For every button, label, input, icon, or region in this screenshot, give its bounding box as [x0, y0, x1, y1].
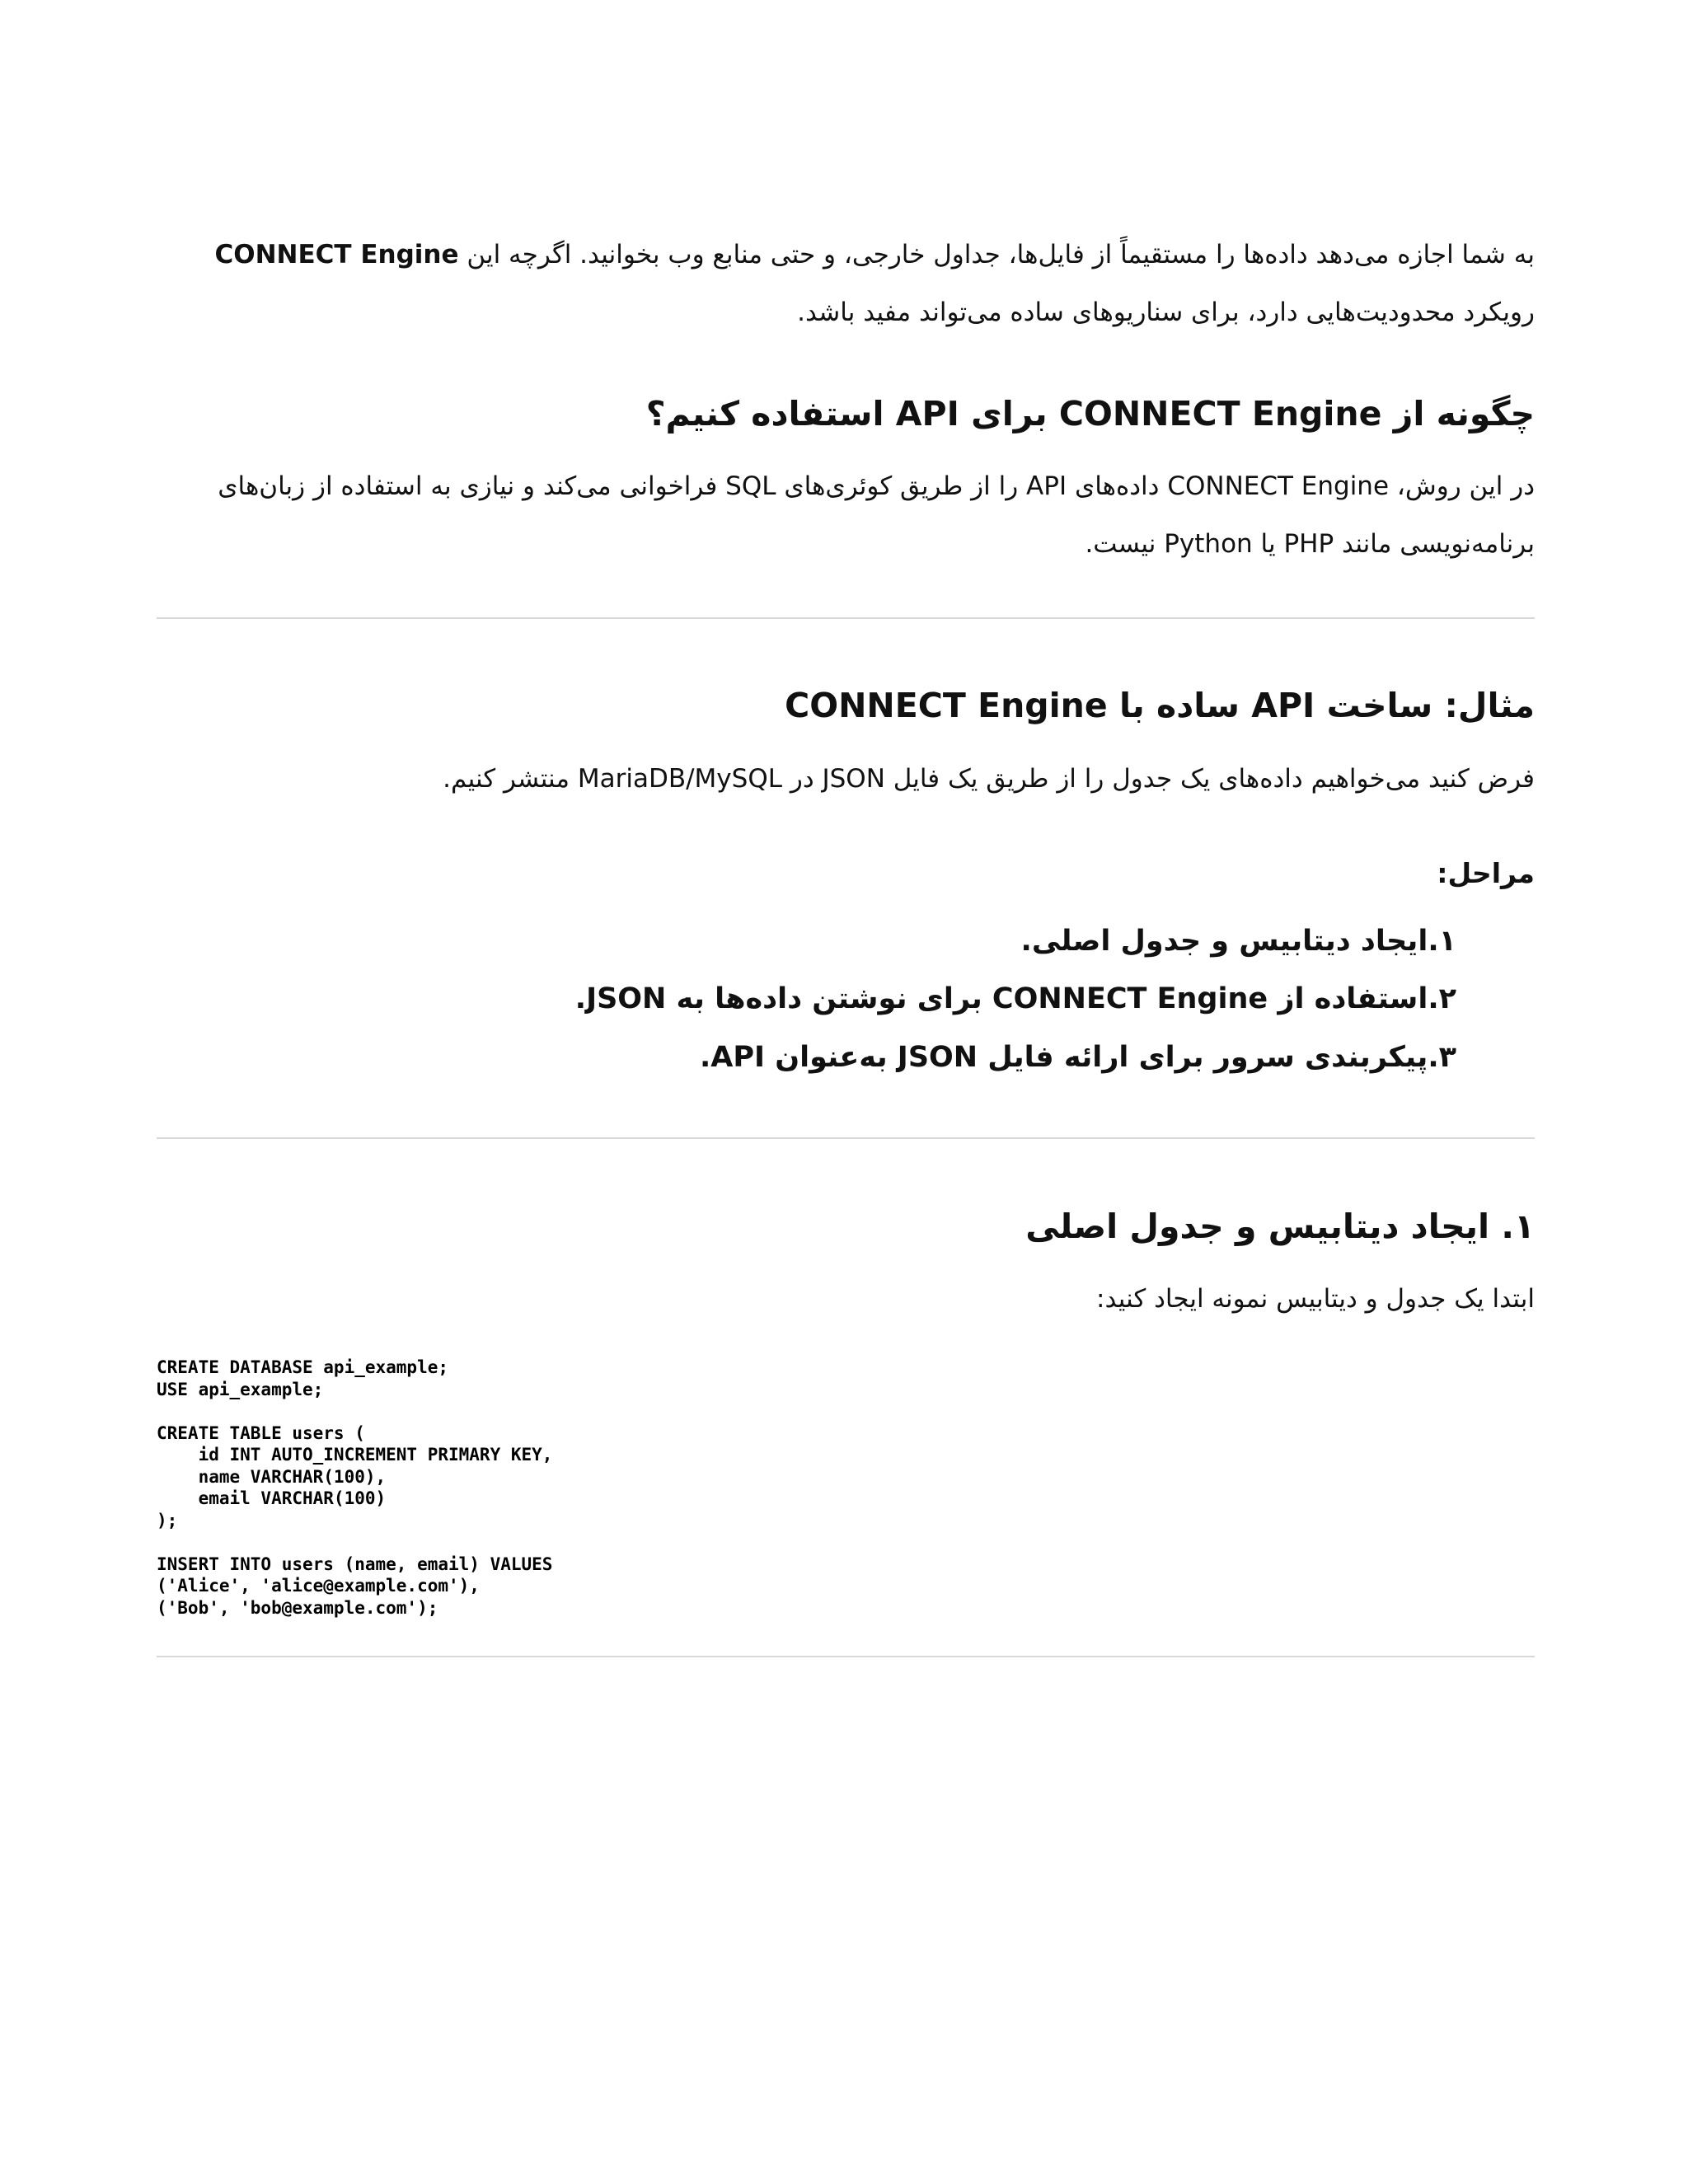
- how-to-line2: برنامه‌نویسی مانند PHP یا Python نیست.: [1085, 529, 1535, 559]
- step-item-3: ۳.پیکربندی سرور برای ارائه فایل JSON به‌عنوان API.: [699, 1041, 1456, 1074]
- divider: [157, 1656, 1535, 1657]
- step1-paragraph: ابتدا یک جدول و دیتابیس نمونه ایجاد کنید:: [1096, 1284, 1535, 1314]
- step1-heading: ۱. ایجاد دیتابیس و جدول اصلی: [1025, 1207, 1535, 1246]
- example-heading: مثال: ساخت API ساده با CONNECT Engine: [785, 686, 1535, 725]
- document-page: [157, 0, 1535, 2184]
- how-to-paragraph: [157, 457, 1535, 573]
- example-paragraph: فرض کنید می‌خواهیم داده‌های یک جدول را از طریق یک فایل JSON در MariaDB/MySQL منتشر کنیم.: [443, 764, 1535, 794]
- step-item-2: ۲.استفاده از CONNECT Engine برای نوشتن داده‌ها به JSON.: [574, 982, 1456, 1015]
- intro-line1-text: به شما اجازه می‌دهد داده‌ها را مستقیماً از فایل‌ها، جداول خارجی، و حتی منابع وب بخوانید. اگرچه این: [458, 240, 1535, 269]
- intro-line2-text: رویکرد محدودیت‌هایی دارد، برای سناریوهای ساده می‌تواند مفید باشد.: [797, 298, 1535, 327]
- intro-engine-name: CONNECT Engine: [214, 240, 459, 269]
- step-item-1: ۱.ایجاد دیتابیس و جدول اصلی.: [1020, 925, 1456, 958]
- intro-paragraph: [157, 226, 1535, 341]
- divider: [157, 1137, 1535, 1139]
- how-to-heading: چگونه از CONNECT Engine برای API استفاده کنیم؟: [645, 394, 1535, 434]
- sql-code-block: CREATE DATABASE api_example; USE api_example; CREATE TABLE users ( id INT AUTO_INCREMENT PRIMARY KEY, name VARCHAR(100), email VARCHAR(100) ); INSERT INTO users (name, email) VALUES ('Alice', 'alice@example.com'), ('Bob', 'bob@example.com');: [157, 1357, 553, 1618]
- how-to-line1: در این روش، CONNECT Engine داده‌های API را از طریق کوئری‌های SQL فراخوانی می‌کند و نیازی به استفاده از زبان‌های: [218, 471, 1535, 501]
- steps-label: مراحل:: [1437, 857, 1535, 889]
- divider: [157, 617, 1535, 619]
